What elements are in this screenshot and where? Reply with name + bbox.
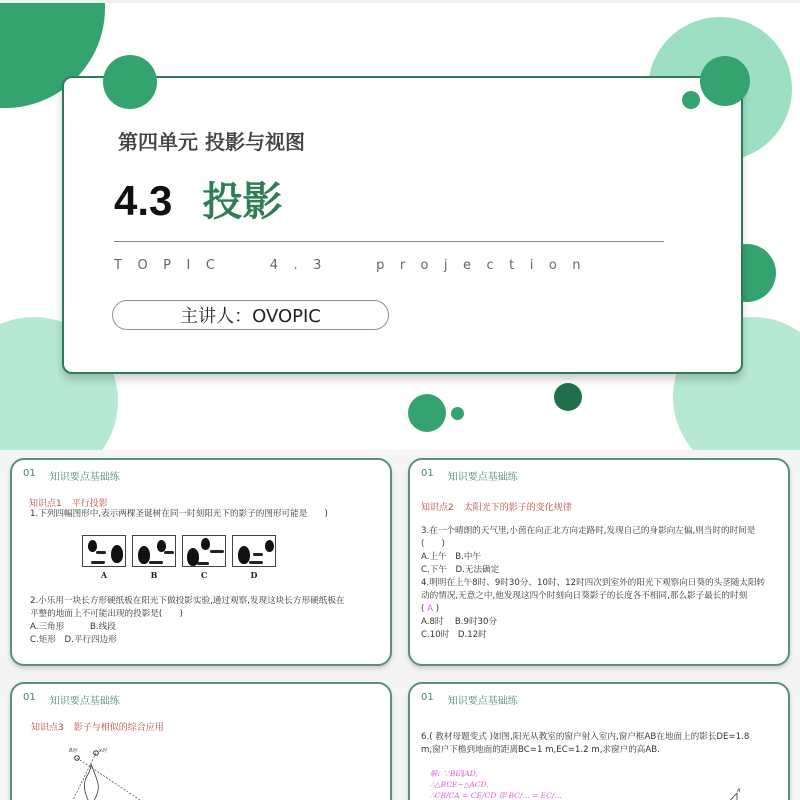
section-number: 4.3 xyxy=(114,177,173,224)
decor-dot-top-right xyxy=(682,91,700,109)
title-card xyxy=(62,76,743,374)
knowledge-point-name: 平行投影 xyxy=(71,499,108,509)
panel-header xyxy=(23,468,120,483)
decor-dot-bottom-2 xyxy=(451,407,464,420)
figure-option-b: B xyxy=(132,535,176,580)
section-label: 知识要点基础练 xyxy=(447,472,518,483)
question-1: 1.下列四幅图形中,表示两棵圣诞树在同一时刻阳光下的影子的图形可能是 ) xyxy=(30,509,328,519)
question-3-options-1: A.上午 B.中午 xyxy=(421,552,482,562)
practice-panel-2 xyxy=(408,458,790,666)
section-label: 知识要点基础练 xyxy=(49,472,120,483)
knowledge-point-name: 太阳光下的影子的变化规律 xyxy=(463,503,572,513)
question-6: 6.( 教材母题变式 )如图,阳光从教室的窗户射入室内,窗户框AB在地面上的影长DE=1.8 m,窗户下檐到地面的距离BC=1 m,EC=1.2 m,求窗户的高AB. xyxy=(421,732,750,755)
knowledge-point-label: 知识点3 xyxy=(31,723,64,733)
section-label: 知识要点基础练 xyxy=(49,696,120,707)
practice-panel-4 xyxy=(408,682,790,800)
decor-circle-top-left xyxy=(103,55,157,109)
sun-shadow-diagram xyxy=(67,746,167,800)
panel-header xyxy=(421,468,518,483)
topic-line: TOPIC 4.3 projection xyxy=(114,258,597,273)
figure-option-a: A xyxy=(82,535,126,580)
question-4-options-2: C.10时 D.12时 xyxy=(421,630,487,640)
tree-shadow-figures xyxy=(82,535,276,580)
decor-circle-top-right xyxy=(700,56,750,106)
question-2-options-2: C.矩形 D.平行四边形 xyxy=(30,635,117,645)
svg-text:A: A xyxy=(737,788,741,794)
question-4: 4.明明在上午8时、9时30分、10时、12时四次到室外的阳光下观察向日葵的头茎随太阳转 动的情况,无意之中,他发现这四个时刻向日葵影子的长度各不相同,那么影子最长的时刻 ( A ) A.8时 B.9时30分 C.10时 D.12时 xyxy=(421,578,766,640)
window-diagram xyxy=(725,784,765,800)
knowledge-point-name: 影子与相似的综合应用 xyxy=(73,723,164,733)
panel-header xyxy=(421,692,518,707)
presenter-badge: 主讲人：OVOPIC xyxy=(112,300,389,330)
knowledge-point-label: 知识点1 xyxy=(29,499,62,509)
knowledge-point-title xyxy=(31,720,164,733)
section-index: 01 xyxy=(421,692,434,703)
page-title xyxy=(114,170,282,227)
practice-panel-3 xyxy=(10,682,392,800)
practice-panel-1 xyxy=(10,458,392,666)
unit-subtitle: 第四单元 投影与视图 xyxy=(118,130,305,154)
figure-option-d: D xyxy=(232,535,276,580)
question-3-options-2: C.下午 D.无法确定 xyxy=(421,565,500,575)
title-divider xyxy=(114,241,664,242)
answer-value: A xyxy=(427,604,433,614)
figure-option-c: C xyxy=(182,535,226,580)
knowledge-point-title xyxy=(421,500,572,513)
question-3: 3.在一个晴朗的天气里,小茵在向正北方向走路时,发现自己的身影向左偏,则当时的时间是 ( ) A.上午 B.中午 C.下午 D.无法确定 xyxy=(421,526,756,575)
knowledge-point-label: 知识点2 xyxy=(421,503,454,513)
question-2-options-1: A.三角形 B.线段 xyxy=(30,622,116,632)
panel-header xyxy=(23,692,120,707)
section-index: 01 xyxy=(23,692,36,703)
decor-dot-bottom-3 xyxy=(554,383,582,411)
section-name: 投影 xyxy=(202,179,283,225)
question-4-options-1: A.8时 B.9时30分 xyxy=(421,617,498,627)
question-2: 2.小乐用一块长方形硬纸板在阳光下做投影实验,通过观察,发现这块长方形硬纸板在 平整的地面上不可能出现的投影是( ) A.三角形 B.线段 C.矩形 D.平行四边形 xyxy=(30,596,345,645)
section-index: 01 xyxy=(421,468,434,479)
question-4-answer: ( A ) xyxy=(421,604,440,614)
svg-text:x时: x时 xyxy=(99,748,107,754)
decor-dot-bottom-1 xyxy=(408,394,446,432)
section-label: 知识要点基础练 xyxy=(447,696,518,707)
solution-block: 解: ∵BE∥AD, ∴△BCE∽△ACD, ∴CB/CA = CE/CD 即 BC/... = EC/... xyxy=(430,769,562,800)
svg-text:8时: 8时 xyxy=(69,748,78,754)
section-index: 01 xyxy=(23,468,36,479)
